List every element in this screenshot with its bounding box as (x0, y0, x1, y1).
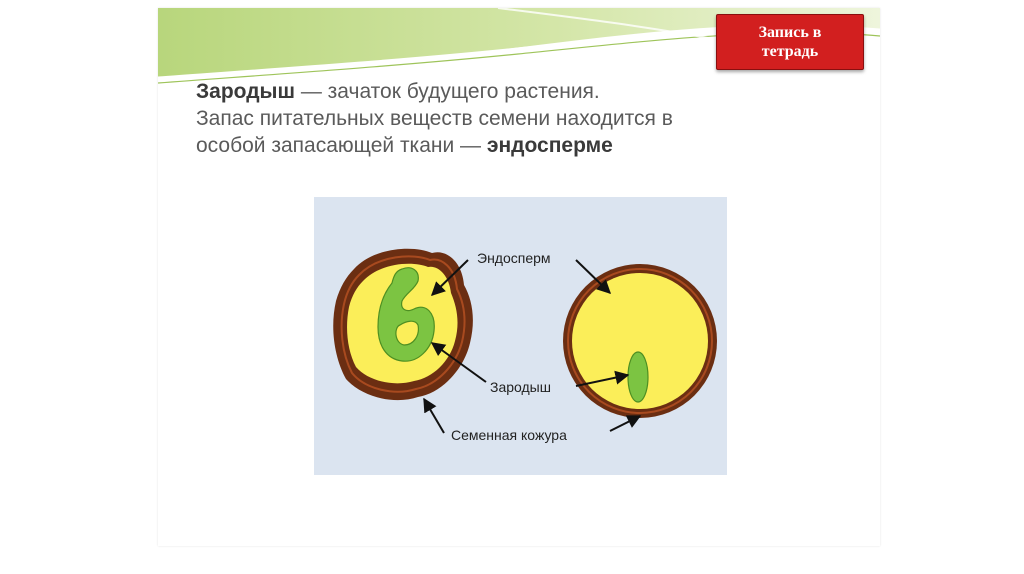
definition-line-3 (196, 132, 836, 159)
label-embryo: Зародыш (490, 379, 551, 395)
arrow-coat-left (424, 399, 444, 433)
definition-line-2: Запас питательных веществ семени находится в (196, 107, 673, 130)
term-endosperm: эндосперме (486, 134, 613, 157)
right-seed (563, 264, 717, 418)
badge-line-2: тетрадь (761, 43, 819, 60)
label-endosperm: Эндосперм (477, 250, 551, 266)
definition-endosperm: особой запасающей ткани — (196, 134, 487, 157)
seed-diagram (314, 197, 727, 475)
definition-line-1 (196, 78, 836, 105)
right-embryo (628, 352, 648, 402)
definition-embryo: — зачаток будущего растения. (294, 80, 600, 103)
label-seed-coat: Семенная кожура (451, 427, 567, 443)
left-seed (333, 249, 473, 400)
definition-text (196, 78, 836, 159)
badge-line-1: Запись в (758, 24, 822, 41)
slide (158, 8, 880, 546)
term-embryo: Зародыш (196, 80, 295, 103)
arrow-coat-right (610, 416, 640, 431)
note-badge[interactable] (716, 14, 864, 70)
